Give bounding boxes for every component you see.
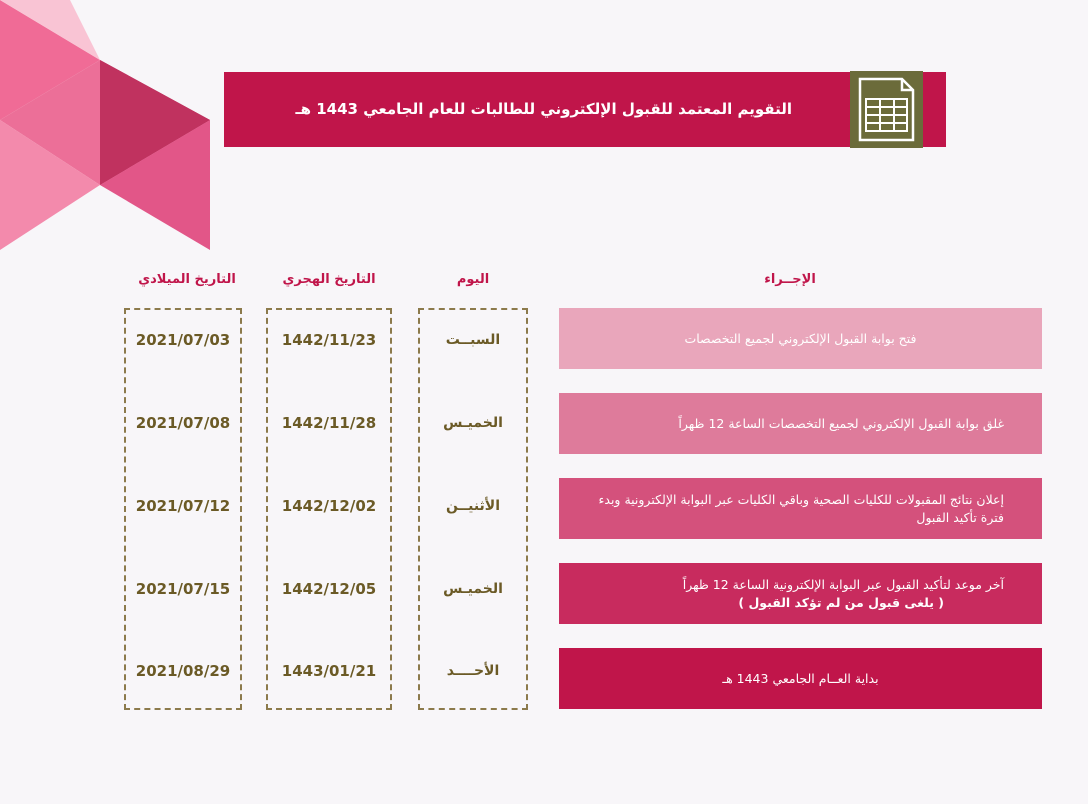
- action-text: غلق بوابة القبول الإلكتروني لجميع التخصصات الساعة 12 ظهراً: [678, 415, 1004, 431]
- header-hijri: التاريخ الهجري: [282, 272, 376, 287]
- action-text: بداية العــام الجامعي 1443 هـ: [722, 670, 879, 686]
- hijri-cell: 1442/12/05: [281, 580, 377, 598]
- action-row-3: [559, 478, 1042, 539]
- gregorian-cell: 2021/07/15: [135, 580, 231, 598]
- gregorian-cell: 2021/07/12: [135, 497, 231, 515]
- hijri-cell: 1442/11/28: [281, 414, 377, 432]
- action-row-2: [559, 393, 1042, 454]
- day-cell: السبــت: [445, 332, 501, 348]
- hijri-cell: 1442/12/02: [281, 497, 377, 515]
- header-gregorian: التاريخ الميلادي: [138, 272, 236, 287]
- hijri-cell: 1443/01/21: [281, 662, 377, 680]
- action-text: فتح بوابة القبول الإلكتروني لجميع التخصصات: [684, 330, 917, 346]
- action-text: آخر موعد لتأكيد القبول عبر البوابة الإلكترونية الساعة 12 ظهراً: [682, 576, 1004, 592]
- day-cell: الأحــــد: [446, 663, 500, 679]
- gregorian-cell: 2021/07/03: [135, 331, 231, 349]
- gregorian-cell: 2021/08/29: [135, 662, 231, 680]
- title-banner: [224, 72, 946, 147]
- header-action: الإجــراء: [764, 272, 816, 287]
- day-cell: الخميـس: [443, 581, 503, 597]
- action-text: إعلان نتائج المقبولات للكليات الصحية وباقي الكليات عبر البوابة الإلكترونية وبدء فترة تأكيد القبول: [598, 491, 1004, 525]
- action-row-5: [559, 648, 1042, 709]
- gregorian-cell: 2021/07/08: [135, 414, 231, 432]
- page-title: التقويم المعتمد للقبول الإلكتروني للطالبات للعام الجامعي 1443 هـ: [295, 100, 792, 118]
- header-day: اليوم: [456, 272, 490, 287]
- day-cell: الخميـس: [443, 415, 503, 431]
- action-note: ( يلغى قبول من لم تؤكد القبول ): [738, 594, 944, 610]
- spreadsheet-icon: [850, 71, 923, 148]
- hijri-cell: 1442/11/23: [281, 331, 377, 349]
- action-row-4: [559, 563, 1042, 624]
- day-cell: الأثنيــن: [445, 498, 501, 514]
- action-row-1: [559, 308, 1042, 369]
- decorative-triangles: [0, 0, 215, 250]
